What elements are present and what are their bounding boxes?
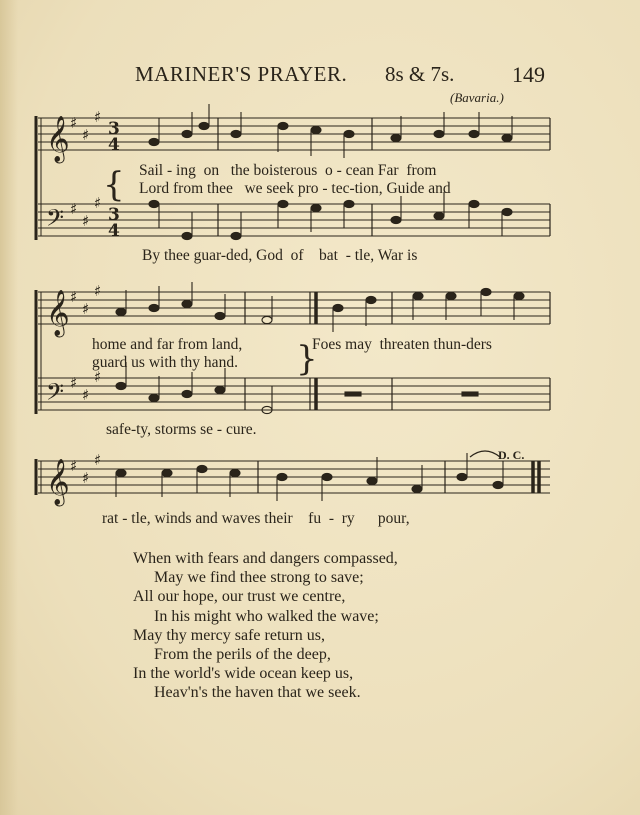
- lyric-line2-mid: Foes may threaten thun-ders: [312, 336, 492, 353]
- verse-line: From the perils of the deep,: [154, 646, 331, 664]
- time-signature-icon: 3: [108, 205, 120, 225]
- verse-line: May thy mercy safe return us,: [133, 626, 325, 644]
- verse-line: May we find thee strong to save;: [154, 569, 364, 587]
- sharp-icon: ♯: [94, 451, 102, 469]
- sharp-icon: ♯: [82, 386, 90, 404]
- lyric-line2-verse2: guard us with thy hand.: [92, 354, 238, 371]
- lyric-line2-bass: safe-ty, storms se - cure.: [106, 421, 257, 438]
- sharp-icon: ♯: [82, 212, 90, 230]
- hymn-verse: [133, 549, 398, 703]
- sharp-icon: ♯: [82, 469, 90, 487]
- tune-name: (Bavaria.): [450, 90, 504, 105]
- sharp-icon: ♯: [94, 368, 102, 386]
- da-capo-marking: D. C.: [498, 448, 525, 462]
- verse-line: All our hope, our trust we centre,: [133, 588, 346, 606]
- time-signature-icon: 4: [108, 221, 120, 241]
- hymn-title: MARINER'S PRAYER.: [135, 62, 348, 86]
- lyric-line1-bass: By thee guar-ded, God of bat - tle, War is: [142, 247, 418, 264]
- treble-clef-icon: 𝄞: [46, 290, 70, 336]
- sharp-icon: ♯: [70, 114, 78, 132]
- system2-treble-staff: [38, 292, 550, 324]
- sharp-icon: ♯: [70, 374, 78, 392]
- bass-clef-icon: 𝄢: [46, 378, 65, 411]
- time-signature-icon: 4: [108, 135, 120, 155]
- sharp-icon: ♯: [94, 282, 102, 300]
- sharp-icon: ♯: [82, 300, 90, 318]
- sharp-icon: ♯: [70, 288, 78, 306]
- sharp-icon: ♯: [82, 126, 90, 144]
- page-number: 149: [512, 62, 545, 87]
- verse-line: When with fears and dangers compassed,: [133, 550, 398, 567]
- sharp-icon: ♯: [70, 200, 78, 218]
- brace-icon: {: [103, 165, 125, 205]
- hymn-meter: 8s & 7s.: [385, 62, 455, 86]
- sharp-icon: ♯: [94, 108, 102, 126]
- verse-line: In the world's wide ocean keep us,: [133, 665, 354, 683]
- sharp-icon: ♯: [70, 457, 78, 475]
- lyric-line2-verse1: home and far from land,: [92, 336, 243, 353]
- system3-treble-staff: [38, 461, 550, 493]
- lyric-line1-verse1: Sail - ing on the boisterous o - cean Far from: [139, 162, 437, 179]
- sharp-icon: ♯: [94, 194, 102, 212]
- verse-line: In his might who walked the wave;: [154, 607, 379, 625]
- lyric-line1-verse2: Lord from thee we seek pro - tec-tion, Guide and: [139, 180, 451, 197]
- time-signature-icon: 3: [108, 119, 120, 139]
- verse-line: Heav'n's the haven that we seek.: [154, 684, 361, 702]
- treble-clef-icon: 𝄞: [46, 116, 70, 162]
- brace-icon: }: [296, 339, 318, 379]
- treble-clef-icon: 𝄞: [46, 459, 70, 505]
- bass-clef-icon: 𝄢: [46, 204, 65, 237]
- lyric-line3: rat - tle, winds and waves their fu - ry pour,: [102, 510, 410, 527]
